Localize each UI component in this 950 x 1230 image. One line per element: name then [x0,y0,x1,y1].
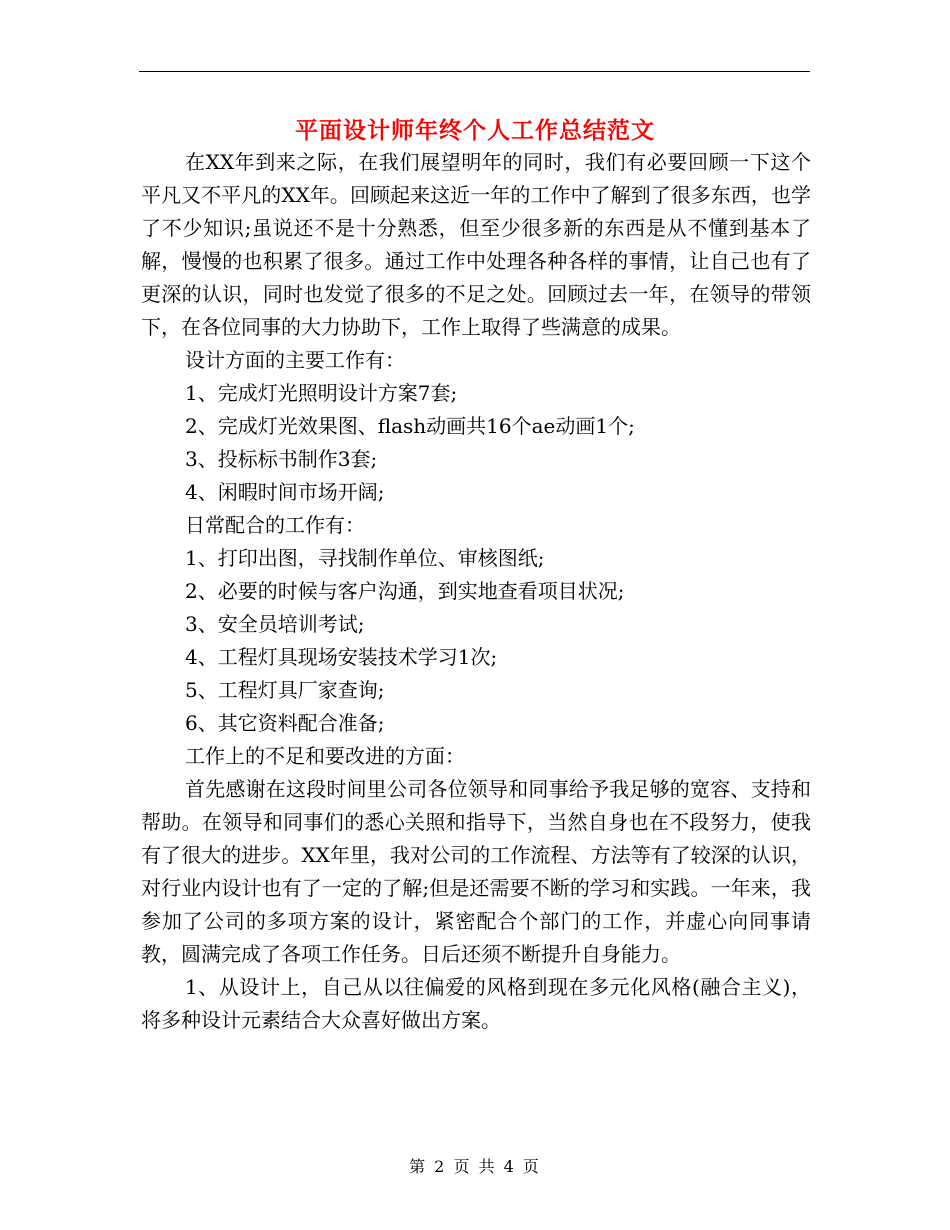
list-item: 1、打印出图，寻找制作单位、审核图纸; [185,546,545,570]
design-style-paragraph: 1、从设计上，自己从以往偏爱的风格到现在多元化风格(融合主义)，将多种设计元素结合大众喜好做出方案。 [141,975,811,1032]
page-footer: 第 2 页 共 4 页 [409,1157,541,1176]
list-item: 3、投标标书制作3套; [185,447,378,471]
list-item: 1、完成灯光照明设计方案7套; [185,381,458,405]
list-item: 6、其它资料配合准备; [185,711,385,735]
header-rule [139,71,810,72]
document-body [141,146,811,1037]
list-item: 3、安全员培训考试; [185,612,365,636]
thanks-paragraph: 首先感谢在这段时间里公司各位领导和同事给予我足够的宽容、支持和帮助。在领导和同事们的悉心关照和指导下，当然自身也在不段努力，使我有了很大的进步。XX年里，我对公司的工作流程、方法等有了较深的认识，对行业内设计也有了一定的了解;但是还需要不断的学习和实践。一年来，我参加了公司的多项方案的设计，紧密配合个部门的工作，并虚心向同事请教，圆满完成了各项工作任务。日后还须不断提升自身能力。 [141,777,811,966]
intro-paragraph: 在XX年到来之际，在我们展望明年的同时，我们有必要回顾一下这个平凡又不平凡的XX年。回顾起来这近一年的工作中了解到了很多东西，也学了不少知识;虽说还不是十分熟悉，但至少很多新的东西是从不懂到基本了解，慢慢的也积累了很多。通过工作中处理各种各样的事情，让自己也有了更深的认识，同时也发觉了很多的不足之处。回顾过去一年，在领导的带领下，在各位同事的大力协助下，工作上取得了些满意的成果。 [141,150,811,339]
list-item: 4、工程灯具现场安装技术学习1次; [185,645,498,669]
list-item: 2、必要的时候与客户沟通，到实地查看项目状况; [185,579,625,603]
improvement-heading: 工作上的不足和要改进的方面： [185,744,465,768]
list-item: 5、工程灯具厂家查询; [185,678,385,702]
page-title: 平面设计师年终个人工作总结范文 [295,117,655,144]
design-work-heading: 设计方面的主要工作有： [185,348,405,372]
daily-work-heading: 日常配合的工作有： [185,513,365,537]
list-item: 4、闲暇时间市场开阔; [185,480,385,504]
list-item: 2、完成灯光效果图、flash动画共16个ae动画1个; [185,414,635,438]
